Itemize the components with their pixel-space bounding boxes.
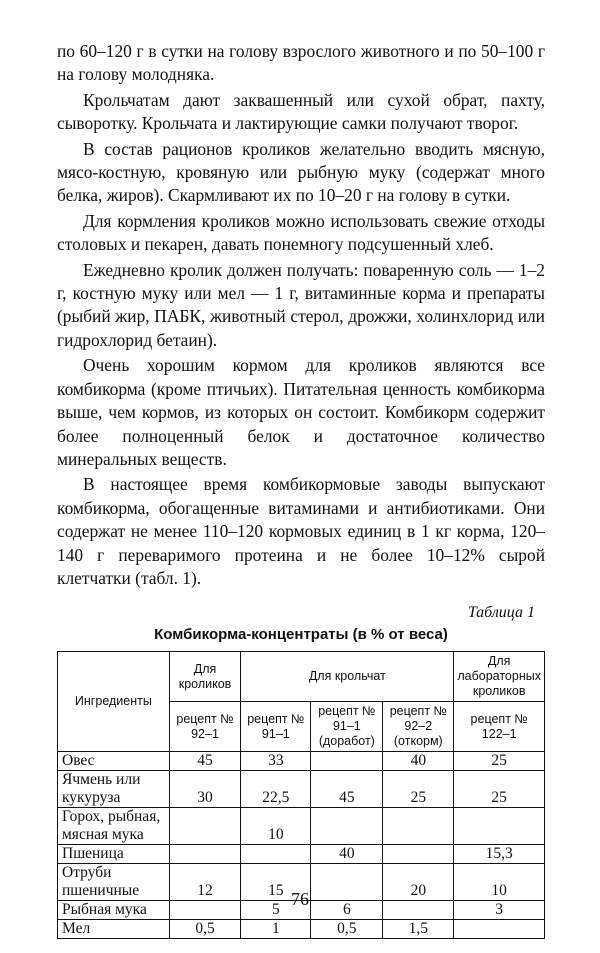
header-group-kits: Для крольчат xyxy=(241,652,454,702)
header-ingredients: Ингредиенты xyxy=(58,652,170,752)
cell-value: 0,5 xyxy=(169,920,241,939)
table-row xyxy=(58,771,545,808)
header-recipe: рецепт № 91–1 xyxy=(241,702,311,752)
header-group-lab: Для лабораторных кроликов xyxy=(454,652,545,702)
cell-value xyxy=(383,845,454,864)
cell-value xyxy=(454,920,545,939)
cell-value: 0,5 xyxy=(311,920,383,939)
cell-value: 1 xyxy=(241,920,311,939)
page-content xyxy=(57,40,545,939)
cell-value xyxy=(383,808,454,845)
cell-value: 20 xyxy=(383,864,454,901)
cell-value: 25 xyxy=(454,771,545,808)
cell-value: 1,5 xyxy=(383,920,454,939)
ingredient-name: Пшеница xyxy=(58,845,170,864)
paragraph: Для кормления кроликов можно использовать свежие отходы столовых и пекарен, давать понемногу подсушенный хлеб. xyxy=(57,210,545,255)
cell-value: 6 xyxy=(311,901,383,920)
cell-value xyxy=(311,808,383,845)
cell-value xyxy=(169,808,241,845)
cell-value: 12 xyxy=(169,864,241,901)
paragraph: Очень хорошим кормом для кроликов являются все комбикорма (кроме птичьих). Питательная ценность комбикорма выше, чем кормов, из которых он состоит. Комбикорм содержит более полноценный белок и достаточное количество минеральных веществ. xyxy=(57,355,545,469)
header-recipe: рецепт № 91–1 (доработ) xyxy=(311,702,383,752)
header-recipe: рецепт № 92–1 xyxy=(169,702,241,752)
ingredient-name: Отруби пшеничные xyxy=(58,864,170,901)
cell-value: 5 xyxy=(241,901,311,920)
cell-value: 25 xyxy=(383,771,454,808)
paragraph: по 60–120 г в сутки на голову взрослого животного и по 50–100 г на голову молодняка. xyxy=(57,41,545,85)
cell-value: 33 xyxy=(241,752,311,771)
cell-value: 10 xyxy=(241,808,311,845)
ingredient-name: Мел xyxy=(58,920,170,939)
cell-value: 15,3 xyxy=(454,845,545,864)
ingredient-name: Овес xyxy=(58,752,170,771)
header-group-rabbits: Для кроликов xyxy=(169,652,241,702)
cell-value: 45 xyxy=(169,752,241,771)
cell-value: 40 xyxy=(311,845,383,864)
page-number: 76 xyxy=(291,889,309,909)
cell-value xyxy=(454,808,545,845)
header-recipe: рецепт № 92–2 (откорм) xyxy=(383,702,454,752)
cell-value xyxy=(241,845,311,864)
ingredient-name: Ячмень или кукуруза xyxy=(58,771,170,808)
cell-value: 3 xyxy=(454,901,545,920)
ingredient-name: Горох, рыбная, мясная мука xyxy=(58,808,170,845)
cell-value: 40 xyxy=(383,752,454,771)
cell-value: 30 xyxy=(169,771,241,808)
paragraph: В настоящее время комбикормовые заводы выпускают комбикорма, обогащенные витаминами и антибиотиками. Они содержат не менее 110–120 кормовых единиц в 1 кг корма, 120–140 г переваримого протеина и не более 10–12% сырой клетчатки (табл. 1). xyxy=(57,474,545,588)
cell-value: 22,5 xyxy=(241,771,311,808)
table-row xyxy=(58,752,545,771)
cell-value xyxy=(169,845,241,864)
table-row xyxy=(58,920,545,939)
table-row xyxy=(58,808,545,845)
cell-value: 25 xyxy=(454,752,545,771)
paragraph: В состав рационов кроликов желательно вводить мясную, мясо-костную, кровяную или рыбную муку (содержат много белка, жиров). Скармливают их по 10–20 г на голову в сутки. xyxy=(57,138,545,206)
cell-value: 10 xyxy=(454,864,545,901)
cell-value: 45 xyxy=(311,771,383,808)
ingredient-name: Рыбная мука xyxy=(58,901,170,920)
cell-value xyxy=(311,752,383,771)
paragraph: Ежедневно кролик должен получать: поваренную соль — 1–2 г, костную муку или мел — 1 г, витаминные корма и препараты (рыбий жир, ПАБК, животный стерол, дрожжи, холинхлорид или гидрохлорид бетаин). xyxy=(57,259,545,350)
cell-value: 15 xyxy=(241,864,311,901)
table-label: Таблица 1 xyxy=(467,604,535,622)
table-row xyxy=(58,845,545,864)
paragraph: Крольчатам дают заквашенный или сухой обрат, пахту, сыворотку. Крольчата и лактирующие самки получают творог. xyxy=(57,89,545,134)
table-title: Комбикорма-концентраты (в % от веса) xyxy=(154,626,448,644)
header-recipe: рецепт № 122–1 xyxy=(454,702,545,752)
